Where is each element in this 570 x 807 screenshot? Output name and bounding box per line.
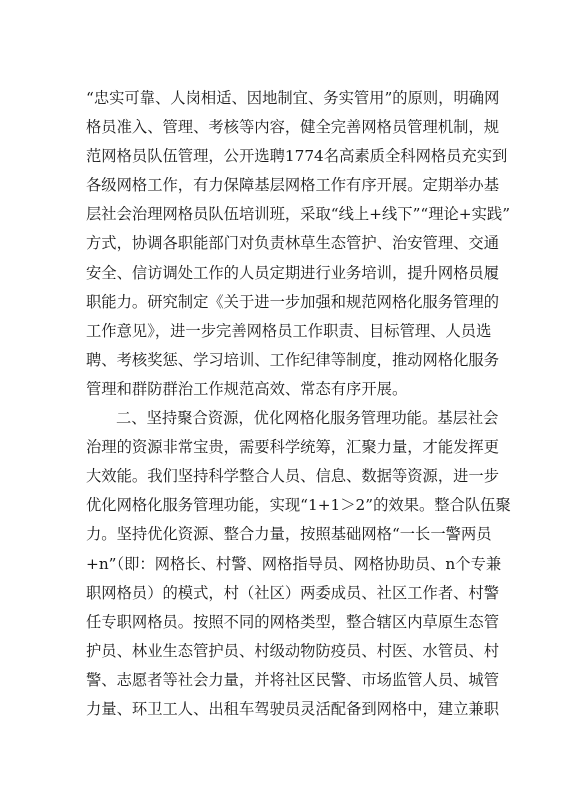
text-line: “忠实可靠、人岗相适、因地制宜、务实管用”的原则，明确网 <box>86 89 500 107</box>
text-line: 力。坚持优化资源、整合力量，按照基础网格“一长一警两员 <box>86 525 492 544</box>
text-line: 层社会治理网格员队伍培训班，采取“线上+线下”“理论+实践” <box>86 205 511 224</box>
text-line: 管理和群防群治工作规范高效、常态有序开展。 <box>86 379 408 398</box>
text-line: 警、志愿者等社会力量，并将社区民警、市场监管人员、城管 <box>86 670 500 689</box>
paragraph-1 <box>86 84 511 404</box>
document-body <box>86 84 511 724</box>
text-line: 工作意见》，进一步完善网格员工作职责、目标管理、人员选 <box>86 321 492 340</box>
text-line: 职能力。研究制定《关于进一步加强和规范网格化服务管理的 <box>86 292 500 311</box>
text-line: 职网格员）的模式，村（社区）两委成员、社区工作者、村警 <box>86 583 500 602</box>
text-line: 方式，协调各职能部门对负责林草生态管护、治安管理、交通 <box>86 234 500 253</box>
text-line: 二、坚持聚合资源，优化网格化服务管理功能。基层社会 <box>116 409 499 428</box>
text-line: 任专职网格员。按照不同的网格类型，整合辖区内草原生态管 <box>86 612 500 631</box>
text-line: 聘、考核奖惩、学习培训、工作纪律等制度，推动网格化服务 <box>86 350 500 369</box>
text-line: 治理的资源非常宝贵，需要科学统筹，汇聚力量，才能发挥更 <box>86 438 500 457</box>
text-line: 各级网格工作，有力保障基层网格工作有序开展。定期举办基 <box>86 176 500 195</box>
text-line: 大效能。我们坚持科学整合人员、信息、数据等资源，进一步 <box>86 467 500 486</box>
paragraph-2 <box>86 404 511 724</box>
text-line: +n”（即：网格长、村警、网格指导员、网格协助员、n个专兼 <box>86 554 502 573</box>
text-line: 护员、林业生态管护员、村级动物防疫员、村医、水管员、村 <box>86 641 500 660</box>
text-line: 安全、信访调处工作的人员定期进行业务培训，提升网格员履 <box>86 263 500 282</box>
text-line: 格员准入、管理、考核等内容，健全完善网格员管理机制，规 <box>86 118 500 137</box>
text-line: 优化网格化服务管理功能，实现“1+1＞2”的效果。整合队伍聚 <box>86 496 511 515</box>
text-line: 力量、环卫工人、出租车驾驶员灵活配备到网格中，建立兼职 <box>86 699 500 718</box>
text-line: 范网格员队伍管理，公开选聘1774名高素质全科网格员充实到 <box>86 147 508 166</box>
